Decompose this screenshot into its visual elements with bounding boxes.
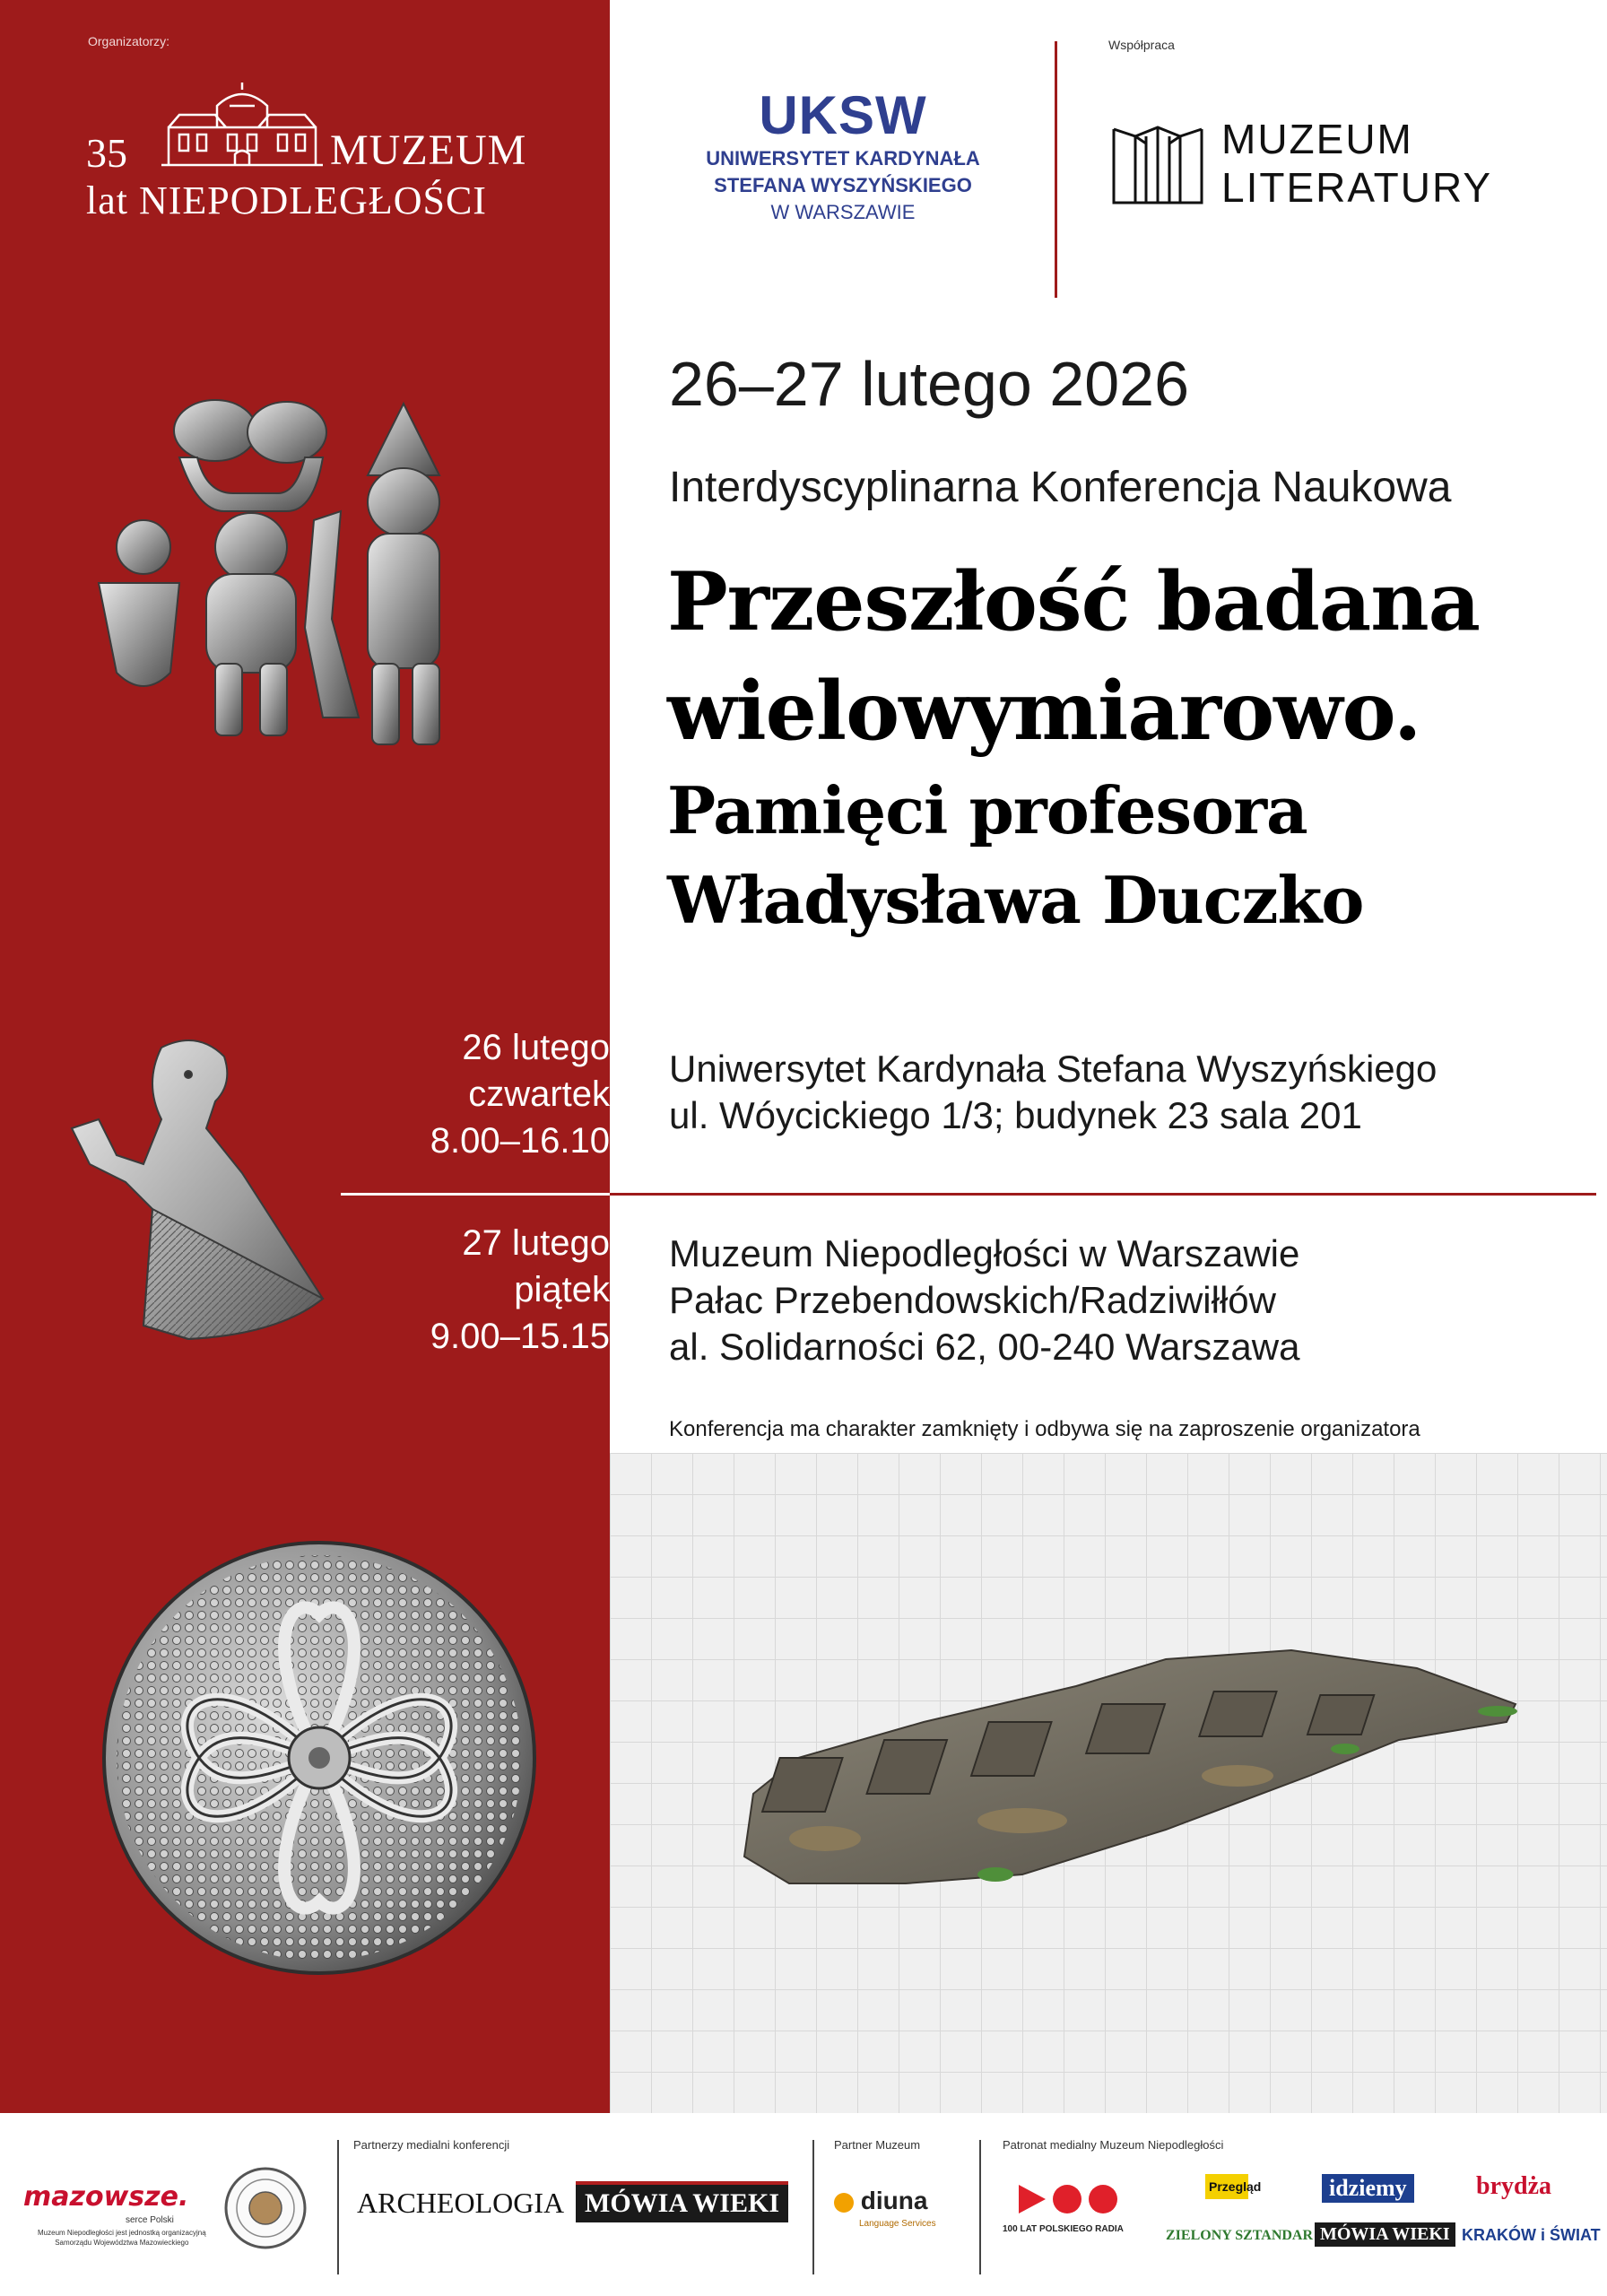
logo-divider [1055, 41, 1057, 298]
organizers-label: Organizatorzy: [88, 34, 170, 48]
mazowsze-note-line2: Samorządu Województwa Mazowieckiego [55, 2239, 189, 2247]
silver-figurines-image [63, 377, 511, 771]
event-title-line4: Władysława Duczko [667, 862, 1364, 938]
zielony-sztandar-logo: ZIELONY SZTANDAR [1166, 2228, 1314, 2243]
day2-venue-line3: al. Solidarności 62, 00-240 Warszawa [669, 1326, 1300, 1368]
polskie-radio-text: 100 LAT POLSKIEGO RADIA [1003, 2224, 1124, 2234]
mazowsze-logo: mazowsze. [23, 2181, 189, 2213]
day2-venue-line1: Muzeum Niepodległości w Warszawie [669, 1232, 1300, 1274]
event-title [667, 547, 1480, 945]
day1-hours: 8.00–16.10 [430, 1121, 610, 1161]
patronage-label: Patronat medialny Muzeum Niepodległości [1003, 2138, 1224, 2152]
closed-conference-note: Konferencja ma charakter zamknięty i odbywa się na zaproszenie organizatora [669, 1417, 1420, 1441]
day1-venue-line2: ul. Wóycickiego 1/3; budynek 23 sala 201 [669, 1094, 1362, 1136]
diuna-name: diuna [860, 2187, 928, 2214]
schedule-divider [341, 1193, 610, 1196]
footer-separator-3 [979, 2140, 981, 2274]
association-seal-icon [222, 2165, 308, 2251]
uksw-line1: UNIWERSYTET KARDYNAŁA [706, 147, 980, 170]
footer-separator-1 [337, 2140, 339, 2274]
mowia-wieki-logo: MÓWIA WIEKI [576, 2181, 788, 2222]
mazowsze-note [38, 2228, 206, 2248]
day2-date: 27 lutego [462, 1223, 610, 1263]
brydza-logo: brydża [1476, 2172, 1551, 2200]
mazowsze-note-line1: Muzeum Niepodległości jest jednostką organizacyjną [38, 2229, 206, 2237]
museum-logo-word2: lat NIEPODLEGŁOŚCI [86, 178, 487, 222]
diuna-subtitle: Language Services [859, 2219, 936, 2229]
cooperation-label: Współpraca [1108, 38, 1175, 52]
uksw-line3: W WARSZAWIE [770, 201, 916, 223]
filigree-brooch-image [95, 1534, 543, 1982]
excavation-model [610, 1453, 1607, 2113]
day2-weekday: piątek [514, 1270, 610, 1309]
palace-icon [152, 79, 332, 169]
krakow-swiat-logo: KRAKÓW i ŚWIAT [1462, 2226, 1601, 2244]
museum-logo-word1: MUZEUM [330, 126, 527, 174]
day2-venue-line2: Pałac Przebendowskich/Radziwiłłów [669, 1279, 1276, 1321]
mazowsze-subtitle: serce Polski [126, 2215, 174, 2225]
day1-schedule [430, 1024, 610, 1164]
museum-partner-label: Partner Muzeum [834, 2138, 921, 2152]
media-partners-label: Partnerzy medialni konferencji [353, 2138, 510, 2152]
book-icon [1108, 120, 1207, 210]
footer-separator-2 [812, 2140, 814, 2274]
day1-venue [669, 1046, 1437, 1139]
3d-excavation-scan-image [610, 1453, 1607, 2113]
event-type: Interdyscyplinarna Konferencja Naukowa [669, 464, 1452, 511]
ml-line1: MUZEUM [1221, 116, 1413, 162]
day2-schedule [430, 1220, 610, 1360]
archeologia-logo: ARCHEOLOGIA [357, 2187, 565, 2219]
museum-logo-years: 35 [86, 130, 127, 176]
event-title-line3: Pamięci profesora [667, 772, 1307, 848]
diuna-logo [834, 2187, 927, 2215]
woman-pendant-image [54, 1030, 341, 1352]
event-title-line1: Przeszłość badana [667, 554, 1480, 649]
day2-venue [669, 1231, 1299, 1370]
day1-venue-line1: Uniwersytet Kardynała Stefana Wyszyńskiego [669, 1048, 1438, 1090]
day2-hours: 9.00–15.15 [430, 1317, 610, 1356]
polskie-radio-icon [1017, 2181, 1125, 2217]
event-dates: 26–27 lutego 2026 [669, 349, 1189, 419]
day1-date: 26 lutego [462, 1028, 610, 1067]
mowia-wieki-logo-2: MÓWIA WIEKI [1315, 2222, 1455, 2247]
uksw-logo [664, 86, 1022, 226]
event-title-line2: wielowymiarowo. [667, 664, 1421, 759]
venue-divider [610, 1193, 1596, 1196]
diuna-mark-icon [834, 2193, 854, 2213]
przeglad-logo: Przegląd [1205, 2174, 1248, 2199]
muzeum-literatury-text [1221, 115, 1492, 212]
ml-line2: LITERATURY [1221, 164, 1493, 211]
idziemy-logo: idziemy [1322, 2174, 1414, 2203]
day1-weekday: czwartek [468, 1074, 610, 1114]
uksw-abbr: UKSW [759, 85, 927, 145]
uksw-line2: STEFANA WYSZYŃSKIEGO [714, 174, 972, 196]
muzeum-niepodleglosci-logo [83, 79, 549, 231]
